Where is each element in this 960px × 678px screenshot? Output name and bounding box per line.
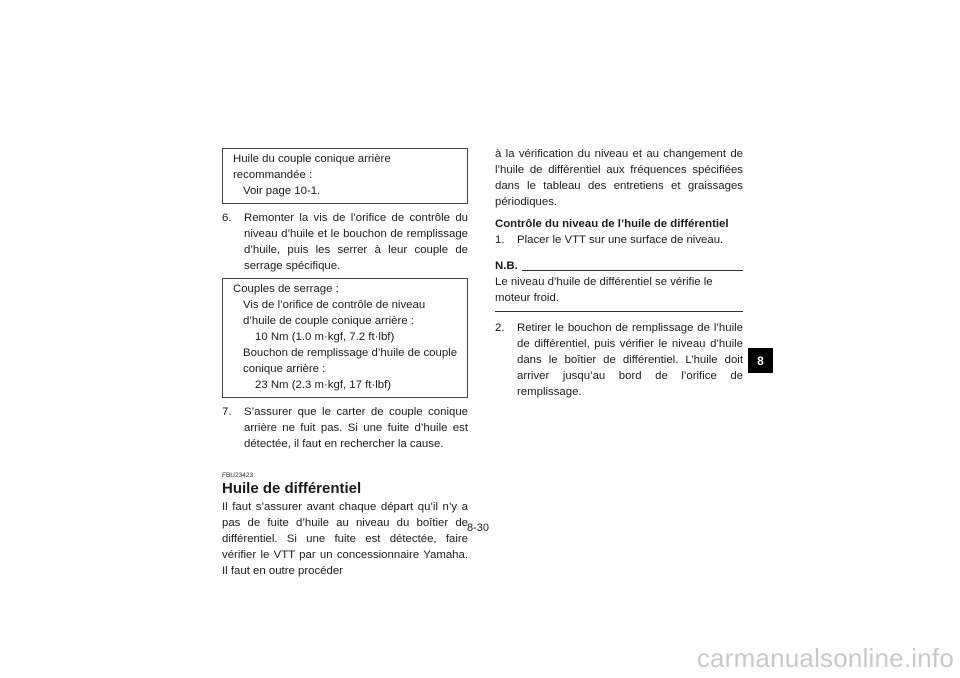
step-text: Remonter la vis de l’orifice de contrôle du niveau d’huile et le bouchon de remplissage d’huile, puis les serrer à leur couple de serrage spécifique. xyxy=(244,212,468,272)
step-number: 1. xyxy=(495,234,505,246)
subheading: Contrôle du niveau de l’huile de différentiel xyxy=(495,218,729,230)
torque-item-2-value: 23 Nm (2.3 m·kgf, 17 ft·lbf) xyxy=(255,379,392,391)
torque-box xyxy=(222,278,468,398)
step-text: S’assurer que le carter de couple conique arrière ne fuit pas. Si une fuite d’huile est détectée, il faut en rechercher la cause. xyxy=(244,406,468,450)
section-paragraph: Il faut s’assurer avant chaque départ qu’il n’y a pas de fuite d’huile au niveau du boîtier de différentiel. Si une fuite est détectée, faire vérifier le VTT par un concessionnaire Yamaha. Il faut en outre procéder xyxy=(222,501,468,577)
page-reference: Voir page 10-1. xyxy=(243,185,321,197)
note-bottom-rule xyxy=(495,311,743,312)
step-7 xyxy=(222,404,468,452)
note-block xyxy=(495,258,743,312)
torque-item-1-label: Vis de l’orifice de contrôle de niveau d’huile de couple conique arrière : xyxy=(243,299,426,327)
continued-paragraph: à la vérification du niveau et au changement de l’huile de différentiel aux fréquences spécifiées dans le tableau des entretiens et graissages périodiques. xyxy=(495,148,743,208)
recommended-oil-box xyxy=(222,148,468,204)
step-2 xyxy=(495,320,743,400)
step-text: Retirer le bouchon de remplissage de l’huile de différentiel, puis vérifier le niveau d’huile dans le boîtier de différentiel. L’huile doit arriver jusqu’au bord de l’orifice de remplissage. xyxy=(517,322,743,398)
right-column xyxy=(495,146,743,400)
watermark: carmanualsonline.info xyxy=(696,643,954,673)
step-number: 7. xyxy=(222,406,232,418)
note-rule xyxy=(522,270,743,271)
left-column xyxy=(222,148,468,579)
section-title: Huile de différentiel xyxy=(222,480,362,497)
chapter-tab: 8 xyxy=(748,348,773,373)
section-code: FBU23423 xyxy=(222,472,254,479)
step-number: 6. xyxy=(222,212,232,224)
page-number: 8-30 xyxy=(467,522,490,534)
torque-item-2-label: Bouchon de remplissage d’huile de couple conique arrière : xyxy=(243,347,458,375)
step-number: 2. xyxy=(495,322,505,334)
box-line-1: Huile du couple conique arrière xyxy=(233,153,391,165)
step-6 xyxy=(222,210,468,274)
note-label: N.B. xyxy=(495,260,518,272)
step-1 xyxy=(495,232,743,248)
torque-item-1-value: 10 Nm (1.0 m·kgf, 7.2 ft·lbf) xyxy=(255,331,395,343)
torque-title: Couples de serrage : xyxy=(233,283,339,295)
step-text: Placer le VTT sur une surface de niveau. xyxy=(517,234,724,246)
box-line-2: recommandée : xyxy=(233,169,313,181)
note-text: Le niveau d’huile de différentiel se vérifie le moteur froid. xyxy=(495,276,713,304)
